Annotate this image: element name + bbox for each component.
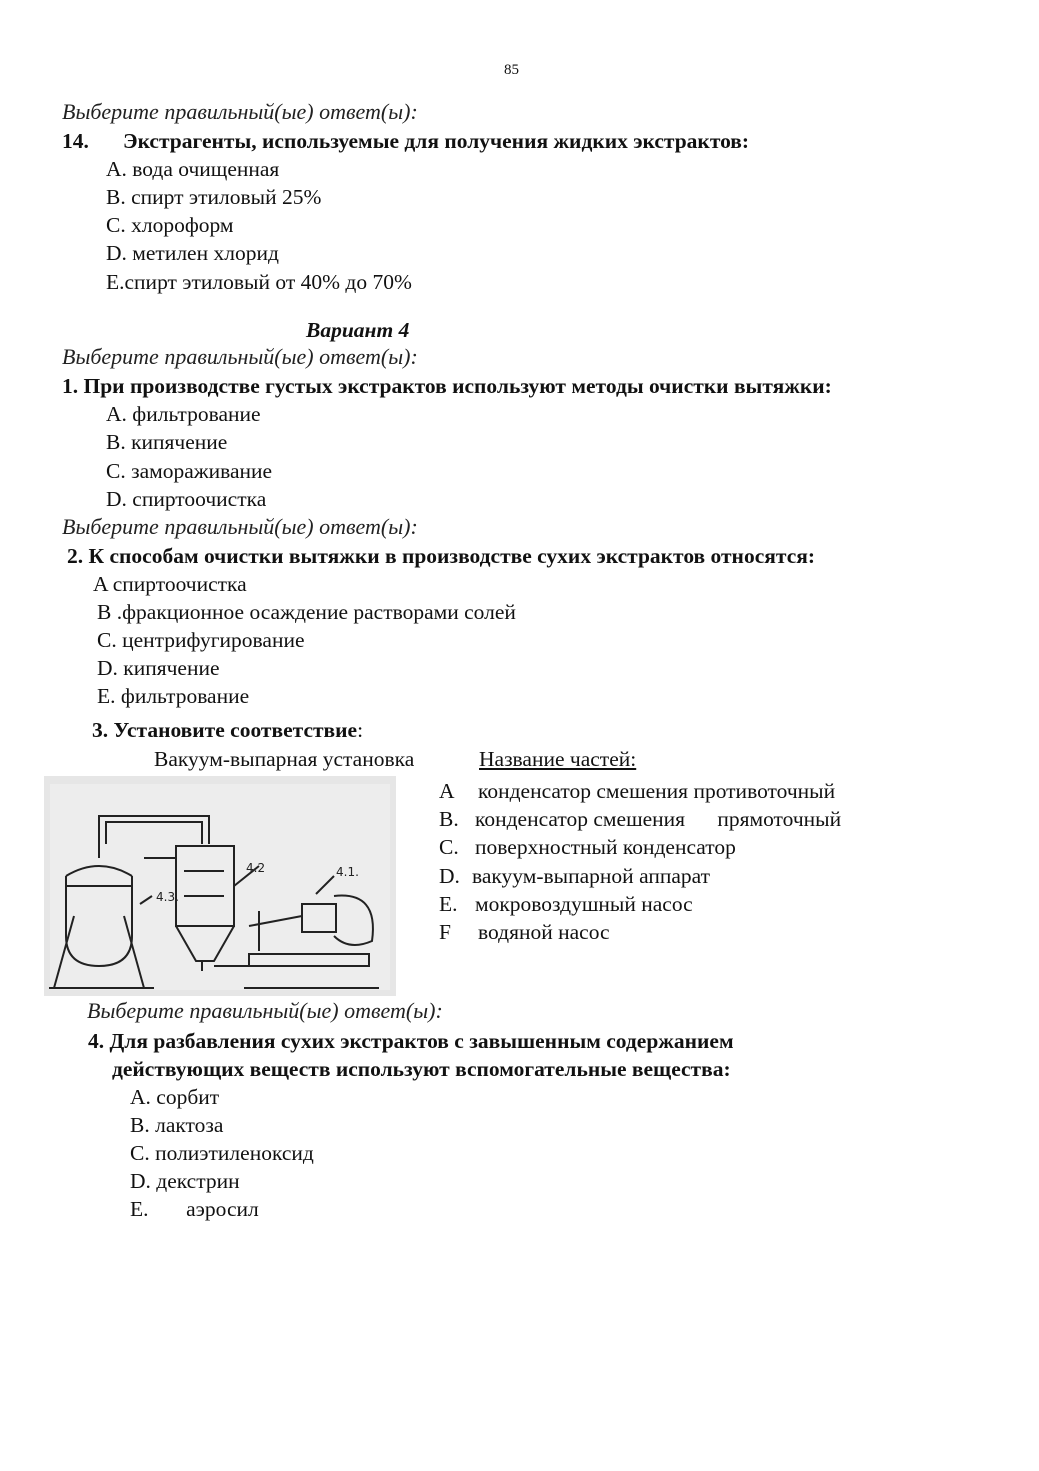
question-3-text: 3. Установите соответствие [92,718,358,742]
q4-option-c: C. полиэтиленоксид [130,1141,314,1165]
q14-option-a: A. вода очищенная [106,157,280,181]
q14-option-b: B. спирт этиловый 25% [106,185,322,209]
instruction-text: Выберите правильный(ые) ответ(ы): [62,514,418,539]
q1-option-b: B. кипячение [106,430,228,454]
q4-option-a: A. сорбит [130,1085,220,1109]
part-b-text: конденсатор смешения прямоточный [475,807,842,831]
q14-option-c: C. хлороформ [106,213,234,237]
question-1-text: 1. При производстве густых экстрактов используют методы очистки вытяжки: [62,374,832,398]
q4-option-b: B. лактоза [130,1113,224,1137]
part-d-letter: D. [439,864,460,888]
q1-option-a: A. фильтрование [106,402,261,426]
q2-option-e: E. фильтрование [97,684,250,708]
part-c-letter: C. [439,835,459,859]
question-14-number: 14. [62,129,89,153]
vacuum-evaporator-diagram [44,776,396,996]
part-e-text: мокровоздушный насос [475,892,693,916]
q14-option-e: E.спирт этиловый от 40% до 70% [106,270,412,294]
diagram-label-4-3: 4.3. [156,890,179,904]
q4-option-e: E. аэросил [130,1197,259,1221]
question-4-line-1: 4. Для разбавления сухих экстрактов с завышенным содержанием [88,1029,734,1053]
q2-option-b: B .фракционное осаждение растворами солей [97,600,516,624]
part-a-letter: A [439,779,455,803]
diagram-caption: Вакуум-выпарная установка [154,747,415,771]
diagram-label-4-2: 4.2 [246,861,266,875]
q1-option-d: D. спиртоочистка [106,487,267,511]
question-4-line-2: действующих веществ используют вспомогательные вещества: [112,1057,731,1081]
part-f-letter: F [439,920,451,944]
q14-option-d: D. метилен хлорид [106,241,279,265]
q2-option-a: A спиртоочистка [93,572,247,596]
part-d-text: вакуум-выпарной аппарат [472,864,711,888]
diagram-svg [44,776,396,996]
instruction-text: Выберите правильный(ые) ответ(ы): [62,344,418,369]
question-2-text: 2. К способам очистки вытяжки в производстве сухих экстрактов относятся: [67,544,816,568]
diagram-label-4-1: 4.1. [336,865,359,879]
variant-title: Вариант 4 [306,318,410,342]
question-14-text: Экстрагенты, используемые для получения жидких экстрактов: [123,129,750,153]
part-e-letter: E. [439,892,458,916]
instruction-text: Выберите правильный(ые) ответ(ы): [62,99,418,124]
part-f-text: водяной насос [478,920,610,944]
instruction-text: Выберите правильный(ые) ответ(ы): [87,998,443,1023]
question-3-heading [92,718,363,743]
part-a-text: конденсатор смешения противоточный [478,779,836,803]
q2-option-d: D. кипячение [97,656,220,680]
question-3-colon: : [357,718,364,742]
page-number: 85 [504,62,519,78]
q1-option-c: C. замораживание [106,459,273,483]
part-c-text: поверхностный конденсатор [475,835,736,859]
parts-header: Название частей: [479,747,637,771]
q4-option-d: D. декстрин [130,1169,240,1193]
part-b-letter: B. [439,807,459,831]
q2-option-c: C. центрифугирование [97,628,305,652]
